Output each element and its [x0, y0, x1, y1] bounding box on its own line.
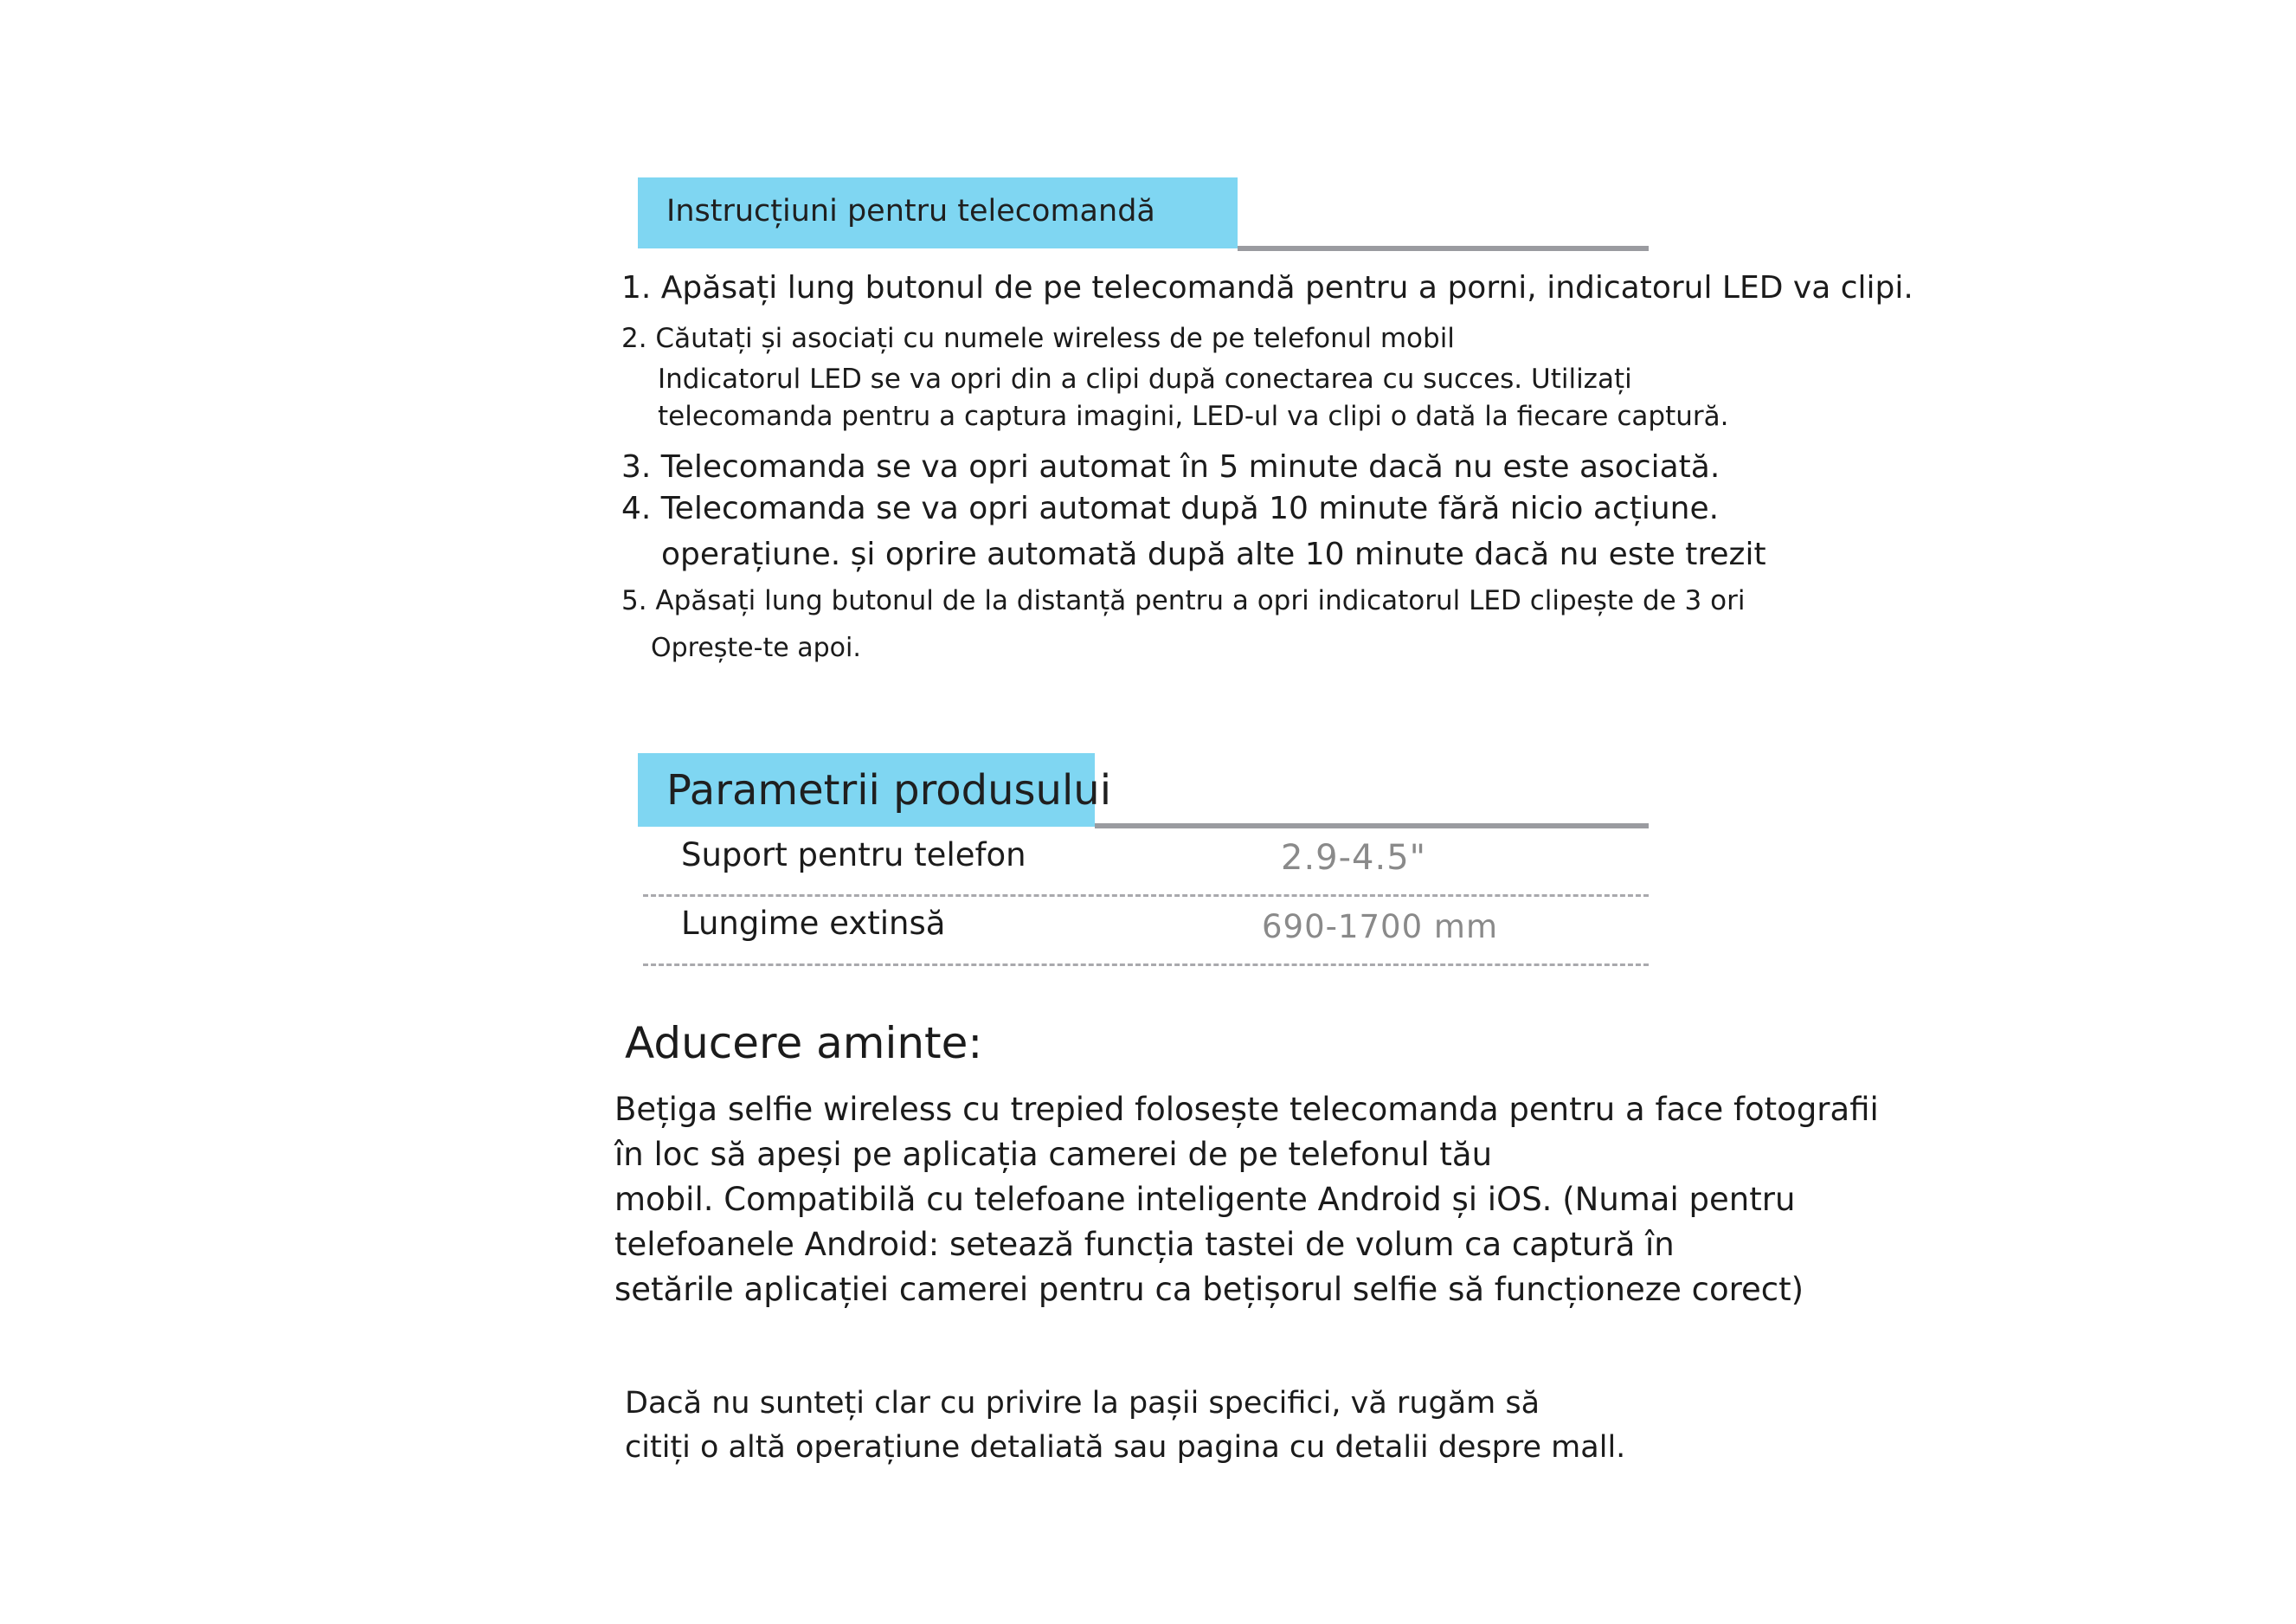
parameter-value: 2.9-4.5": [1281, 838, 1427, 878]
instructions-title: Instrucțiuni pentru telecomandă: [666, 194, 1155, 229]
reminder-line: telefoanele Android: setează funcția tastei de volum ca captură în: [614, 1226, 1675, 1263]
instructions-header-rule: [1238, 246, 1649, 251]
instructions-header: [638, 177, 1238, 248]
instruction-line: 2. Căutați și asociați cu numele wireless de pe telefonul mobil: [621, 323, 1455, 354]
reminder-line: Bețiga selfie wireless cu trepied folosește telecomanda pentru a face fotografii: [614, 1091, 1879, 1128]
parameters-header-rule: [1095, 823, 1649, 828]
parameter-label: Suport pentru telefon: [681, 836, 1026, 873]
note-line: citiți o altă operațiune detaliată sau pagina cu detalii despre mall.: [625, 1430, 1626, 1465]
instruction-line: operațiune. și oprire automată după alte 10 minute dacă nu este trezit: [661, 537, 1766, 572]
parameters-header: [638, 753, 1112, 827]
parameters-title: Parametrii produsului: [666, 766, 1112, 815]
parameter-value: 690-1700 mm: [1262, 908, 1498, 945]
instruction-line: 1. Apăsați lung butonul de pe telecomandă pentru a porni, indicatorul LED va clipi.: [621, 270, 1913, 306]
reminder-line: setările aplicației camerei pentru ca bețișorul selfie să funcționeze corect): [614, 1271, 1804, 1308]
note-line: Dacă nu sunteți clar cu privire la pașii specifici, vă rugăm să: [625, 1386, 1540, 1421]
parameter-label: Lungime extinsă: [681, 905, 946, 942]
instruction-line: 4. Telecomanda se va opri automat după 10 minute fără nicio acțiune.: [621, 491, 1720, 526]
row-divider: [643, 894, 1649, 897]
instruction-line: 3. Telecomanda se va opri automat în 5 minute dacă nu este asociată.: [621, 449, 1720, 485]
instruction-line: Oprește-te apoi.: [651, 633, 861, 663]
instruction-line: 5. Apăsați lung butonul de la distanță pentru a opri indicatorul LED clipește de 3 ori: [621, 585, 1746, 616]
row-divider: [643, 963, 1649, 966]
instruction-line: Indicatorul LED se va opri din a clipi după conectarea cu succes. Utilizați: [658, 364, 1632, 395]
instruction-line: telecomanda pentru a captura imagini, LED-ul va clipi o dată la fiecare captură.: [658, 401, 1729, 432]
reminder-title: Aducere aminte:: [625, 1018, 983, 1068]
reminder-line: în loc să apeși pe aplicația camerei de pe telefonul tău: [614, 1136, 1493, 1173]
reminder-line: mobil. Compatibilă cu telefoane inteligente Android și iOS. (Numai pentru: [614, 1181, 1796, 1218]
